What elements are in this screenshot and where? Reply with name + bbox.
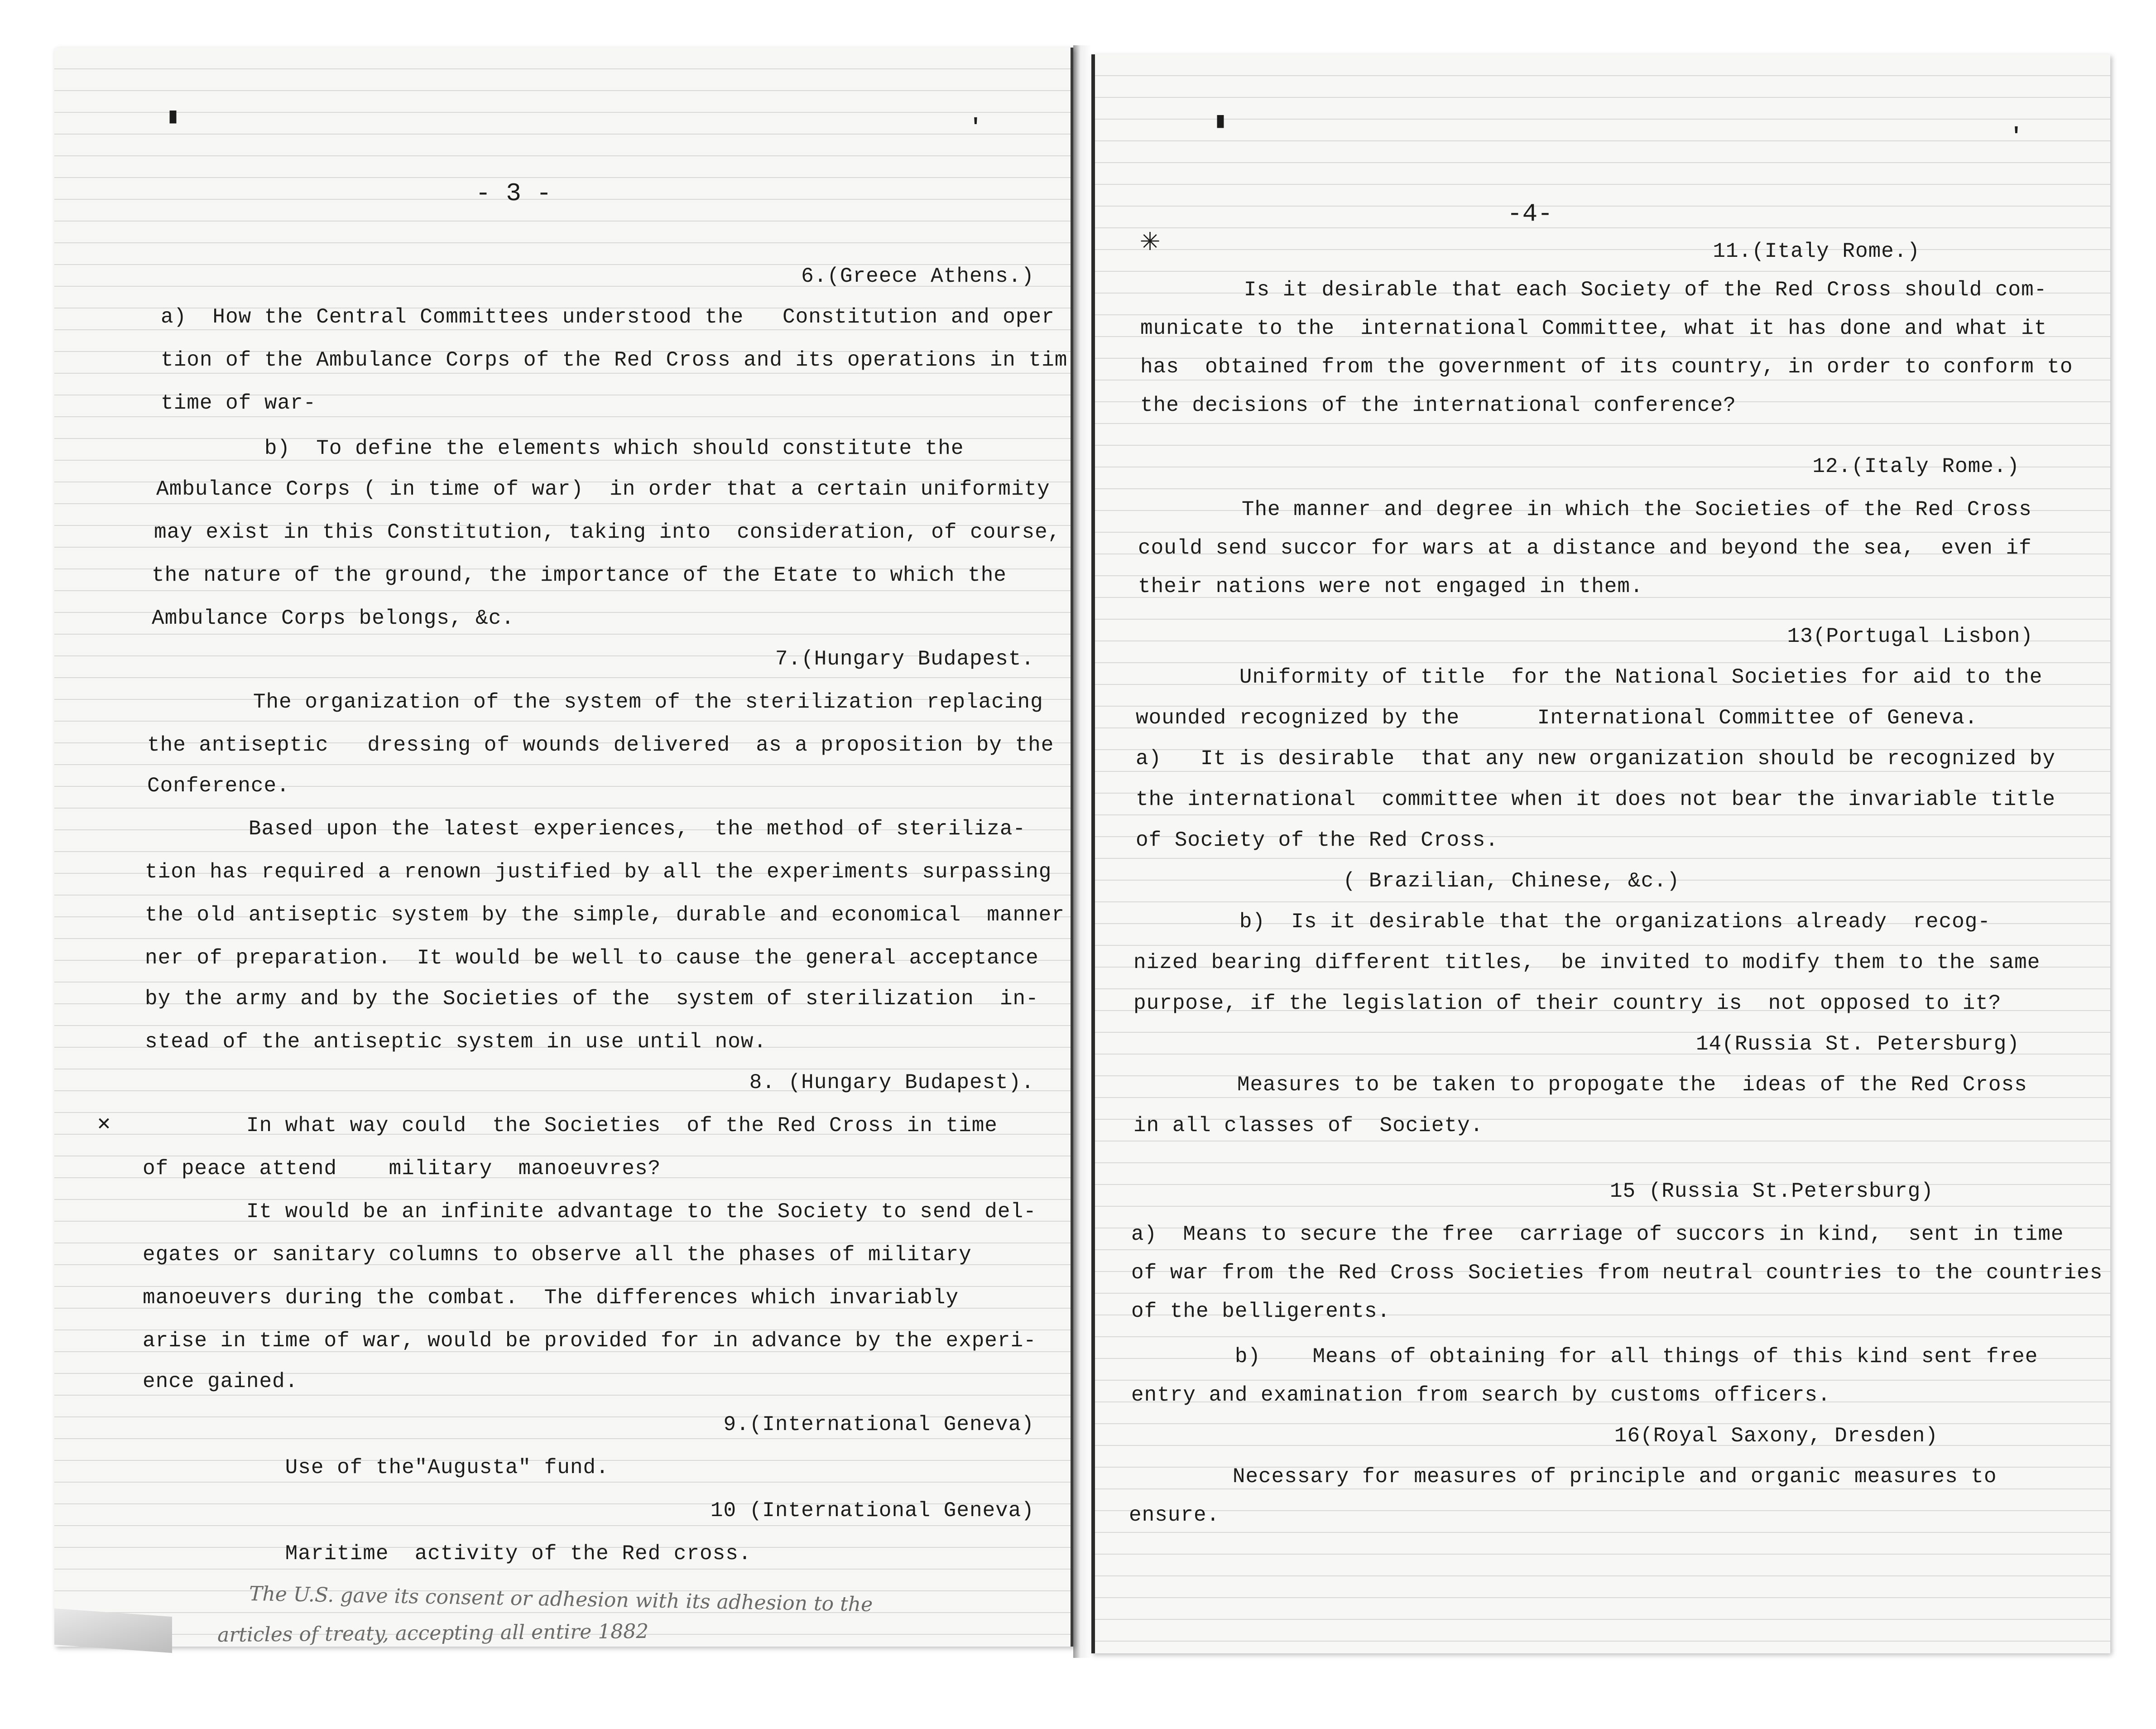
text-line: Is it desirable that each Society of the Red Cross should com- — [1140, 278, 2047, 302]
text-line: municate to the international Committee, what it has done and what it — [1140, 317, 2047, 340]
section-heading: 8. (Hungary Budapest). — [749, 1071, 1034, 1094]
text-line: may exist in this Constitution, taking into consideration, of course, — [154, 520, 1061, 544]
section-heading: 14(Russia St. Petersburg) — [1695, 1032, 2020, 1056]
section-heading: 13(Portugal Lisbon) — [1787, 625, 2033, 648]
text-line: of the belligerents. — [1131, 1300, 1391, 1323]
page-number: - 3 - — [475, 179, 552, 208]
section-heading: 11.(Italy Rome.) — [1713, 240, 1920, 263]
text-line: tion of the Ambulance Corps of the Red Cross and its operations in tim — [161, 348, 1068, 372]
text-line: entry and examination from search by customs officers. — [1131, 1383, 1831, 1407]
text-line: has obtained from the government of its country, in order to conform to — [1140, 355, 2073, 379]
text-line: of war from the Red Cross Societies from neutral countries to the countries — [1131, 1261, 2103, 1285]
text-line: Measures to be taken to propogate the ideas of the Red Cross — [1133, 1073, 2027, 1097]
text-line: The organization of the system of the sterilization replacing — [149, 690, 1043, 714]
text-line: ( Brazilian, Chinese, &c.) — [1136, 869, 1680, 893]
text-line: of peace attend military manoeuvres? — [143, 1157, 661, 1180]
text-line: b) Means of obtaining for all things of this kind sent free — [1131, 1345, 2038, 1368]
punch-mark-icon: ▘ — [1217, 118, 1230, 142]
text-line: ensure. — [1129, 1503, 1220, 1527]
punch-mark-icon: ▘ — [170, 113, 183, 138]
text-line: a) Means to secure the free carriage of succors in kind, sent in time — [1131, 1223, 2064, 1246]
text-line: stead of the antiseptic system in use until now. — [145, 1030, 767, 1054]
text-line: the old antiseptic system by the simple, durable and economical manner — [145, 903, 1065, 927]
text-line: wounded recognized by the International Committee of Geneva. — [1136, 706, 1978, 730]
text-line: It would be an infinite advantage to the Society to send del- — [143, 1200, 1037, 1223]
text-line: ence gained. — [143, 1370, 298, 1393]
section-heading: 16(Royal Saxony, Dresden) — [1614, 1424, 1938, 1448]
text-line: Ambulance Corps ( in time of war) in order that a certain uniformity — [156, 477, 1050, 501]
text-line: by the army and by the Societies of the system of sterilization in- — [145, 987, 1039, 1011]
text-line: could send succor for wars at a distance and beyond the sea, even if — [1138, 536, 2032, 560]
text-line: tion has required a renown justified by all the experiments surpassing — [145, 860, 1052, 884]
asterisk-mark-icon: ✕ — [97, 1112, 110, 1137]
text-line: In what way could the Societies of the Red Cross in time — [143, 1114, 998, 1137]
text-line: egates or sanitary columns to observe all the phases of military — [143, 1243, 972, 1267]
text-line: Uniformity of title for the National Societies for aid to the — [1136, 665, 2043, 689]
text-line: nized bearing different titles, be invited to modify them to the same — [1133, 951, 2041, 974]
section-heading: 7.(Hungary Budapest. — [775, 647, 1034, 671]
section-heading: 15 (Russia St.Petersburg) — [1609, 1180, 1934, 1203]
text-line: Use of the"Augusta" fund. — [143, 1456, 609, 1479]
text-line: Necessary for measures of principle and organic measures to — [1129, 1465, 1997, 1488]
page-number: -4- — [1507, 199, 1553, 228]
section-heading: 10 (International Geneva) — [710, 1499, 1034, 1522]
handwritten-annotation: articles of treaty, accepting all entire 1882 — [217, 1619, 649, 1647]
section-heading: 9.(International Geneva) — [723, 1413, 1034, 1436]
text-line: arise in time of war, would be provided for in advance by the experi- — [143, 1329, 1037, 1353]
text-line: the decisions of the international conference? — [1140, 394, 1736, 417]
section-heading: 6.(Greece Athens.) — [801, 265, 1034, 288]
right-page — [1091, 54, 2110, 1653]
text-line: the nature of the ground, the importance of the Etate to which the — [152, 563, 1007, 587]
section-heading: 12.(Italy Rome.) — [1812, 455, 2020, 478]
text-line: Based upon the latest experiences, the method of steriliza- — [145, 817, 1026, 841]
text-line: Maritime activity of the Red cross. — [143, 1542, 752, 1565]
asterisk-mark-icon: ✳ — [1140, 223, 1160, 260]
text-line: time of war- — [161, 391, 317, 415]
text-line: their nations were not engaged in them. — [1138, 575, 1643, 598]
punch-mark-icon: ' — [2010, 125, 2023, 149]
text-line: of Society of the Red Cross. — [1136, 828, 1498, 852]
text-line: manoeuvers during the combat. The differences which invariably — [143, 1286, 959, 1310]
text-line: a) How the Central Committees understood the Constitution and oper — [161, 305, 1055, 329]
text-line: the international committee when it does not bear the invariable title — [1136, 788, 2055, 811]
text-line: The manner and degree in which the Societies of the Red Cross — [1138, 498, 2032, 521]
text-line: Conference. — [147, 774, 290, 798]
handwritten-annotation: The U.S. gave its consent or adhesion with its adhesion to the — [249, 1582, 873, 1617]
text-line: b) Is it desirable that the organizations already recog- — [1136, 910, 1991, 934]
text-line: ner of preparation. It would be well to cause the general acceptance — [145, 946, 1039, 970]
text-line: a) It is desirable that any new organization should be recognized by — [1136, 747, 2055, 771]
text-line: b) To define the elements which should constitute the — [161, 437, 964, 460]
text-line: the antiseptic dressing of wounds delivered as a proposition by the — [147, 733, 1054, 757]
text-line: Ambulance Corps belongs, &c. — [152, 607, 514, 630]
text-line: in all classes of Society. — [1133, 1114, 1484, 1137]
text-line: purpose, if the legislation of their country is not opposed to it? — [1133, 992, 2002, 1015]
book-binding-gutter — [1073, 45, 1091, 1658]
left-page — [54, 48, 1073, 1647]
punch-mark-icon: ' — [969, 116, 982, 140]
